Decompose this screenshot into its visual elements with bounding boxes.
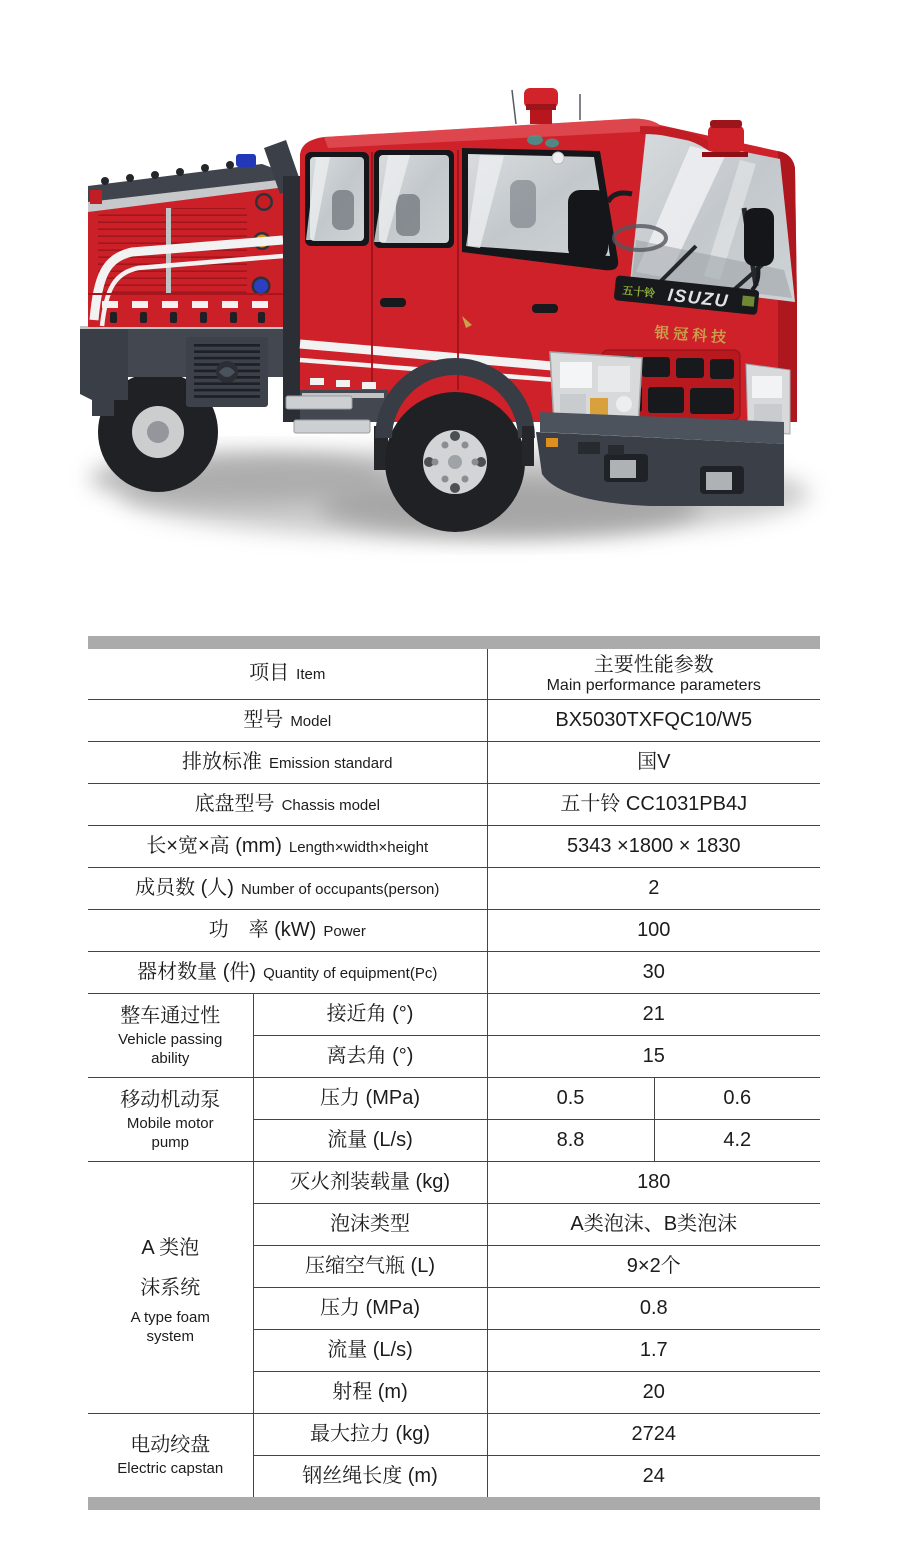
row-label: 长×宽×高 (mm) Length×width×height [88,825,487,867]
group-label-vehicle-passing: 整车通过性 Vehicle passing ability [88,993,253,1077]
hood-logo-text: 银冠科技 [653,324,731,347]
table-row-emission [88,741,820,783]
table-row-equipment [88,951,820,993]
blue-roof-lamp [236,154,256,167]
param-value: A类泡沫、B类泡沫 [487,1203,820,1245]
row-label: 型号 Model [88,699,487,741]
fog-lamp [610,460,636,478]
front-bumper [536,412,784,506]
table-row-dimensions [88,825,820,867]
param-label: 灭火剂装载量 (kg) [253,1161,487,1203]
group-label-electric-capstan: 电动绞盘 Electric capstan [88,1413,253,1497]
antenna [512,90,516,124]
table-row-chassis [88,783,820,825]
param-value: 0.8 [487,1287,820,1329]
param-label: 射程 (m) [253,1371,487,1413]
header-item-cell [88,649,487,699]
param-value: 20 [487,1371,820,1413]
row-value: 5343 ×1800 × 1830 [487,825,820,867]
param-label: 接近角 (°) [253,993,487,1035]
fog-lamp [706,472,732,490]
param-value: 2724 [487,1413,820,1455]
equipment-box [80,140,302,416]
row-value: 国V [487,741,820,783]
row-value: 30 [487,951,820,993]
door-handle [532,304,558,313]
row-label: 排放标准 Emission standard [88,741,487,783]
box-corner-lamp [90,190,102,204]
row-value: 五十铃 CC1031PB4J [487,783,820,825]
group-label-foam-system: A 类泡 沫系统 A type foam system [88,1161,253,1413]
door-handle [380,298,406,307]
param-label: 压力 (MPa) [253,1287,487,1329]
table-row-max-pull [88,1413,820,1455]
param-value: 180 [487,1161,820,1203]
row-label: 成员数 (人) Number of occupants(person) [88,867,487,909]
table-row-pump-pressure [88,1077,820,1119]
header-value-en: Main performance parameters [546,676,761,694]
table-row-occupants [88,867,820,909]
table-row-power [88,909,820,951]
row-value: 100 [487,909,820,951]
param-value: 15 [487,1035,820,1077]
table-row-approach-angle [88,993,820,1035]
header-value-cn: 主要性能参数 [593,653,714,676]
table-row-model [88,699,820,741]
param-value: 0.6 [654,1077,820,1119]
spec-table [88,649,820,1497]
param-label: 压力 (MPa) [253,1077,487,1119]
param-value: 4.2 [654,1119,820,1161]
brand-text-wushiling: 五十铃 [621,284,656,301]
param-value: 1.7 [487,1329,820,1371]
row-label: 底盘型号 Chassis model [88,783,487,825]
front-wheel [385,392,525,532]
row-value: BX5030TXFQC10/W5 [487,699,820,741]
param-label: 钢丝绳长度 (m) [253,1455,487,1497]
param-label: 泡沫类型 [253,1203,487,1245]
louver-vent [186,337,268,407]
row-label: 器材数量 (件) Quantity of equipment(Pc) [88,951,487,993]
table-header-row [88,649,820,699]
param-label: 最大拉力 (kg) [253,1413,487,1455]
param-value: 21 [487,993,820,1035]
param-value: 9×2个 [487,1245,820,1287]
header-value-cell [487,649,820,699]
side-marker [546,438,558,447]
param-label: 压缩空气瓶 (L) [253,1245,487,1287]
param-value: 8.8 [487,1119,654,1161]
truck-photo [80,90,820,564]
param-value: 0.5 [487,1077,654,1119]
param-label: 离去角 (°) [253,1035,487,1077]
engine-badge [742,296,755,307]
param-label: 流量 (L/s) [253,1329,487,1371]
table-bottom-bar [88,1497,820,1510]
header-item-cn: 项目 [249,662,290,685]
spec-sheet [88,636,820,1510]
box-cab-gap [283,176,300,422]
group-label-mobile-pump: 移动机动泵 Mobile motor pump [88,1077,253,1161]
param-label: 流量 (L/s) [253,1119,487,1161]
brand-text-isuzu: ISUZU [666,284,730,312]
header-item-en: Item [296,666,326,684]
param-value: 24 [487,1455,820,1497]
row-value: 2 [487,867,820,909]
roof-beacon [524,88,558,124]
table-row-agent-load [88,1161,820,1203]
row-label: 功 率 (kW) Power [88,909,487,951]
table-top-bar [88,636,820,649]
